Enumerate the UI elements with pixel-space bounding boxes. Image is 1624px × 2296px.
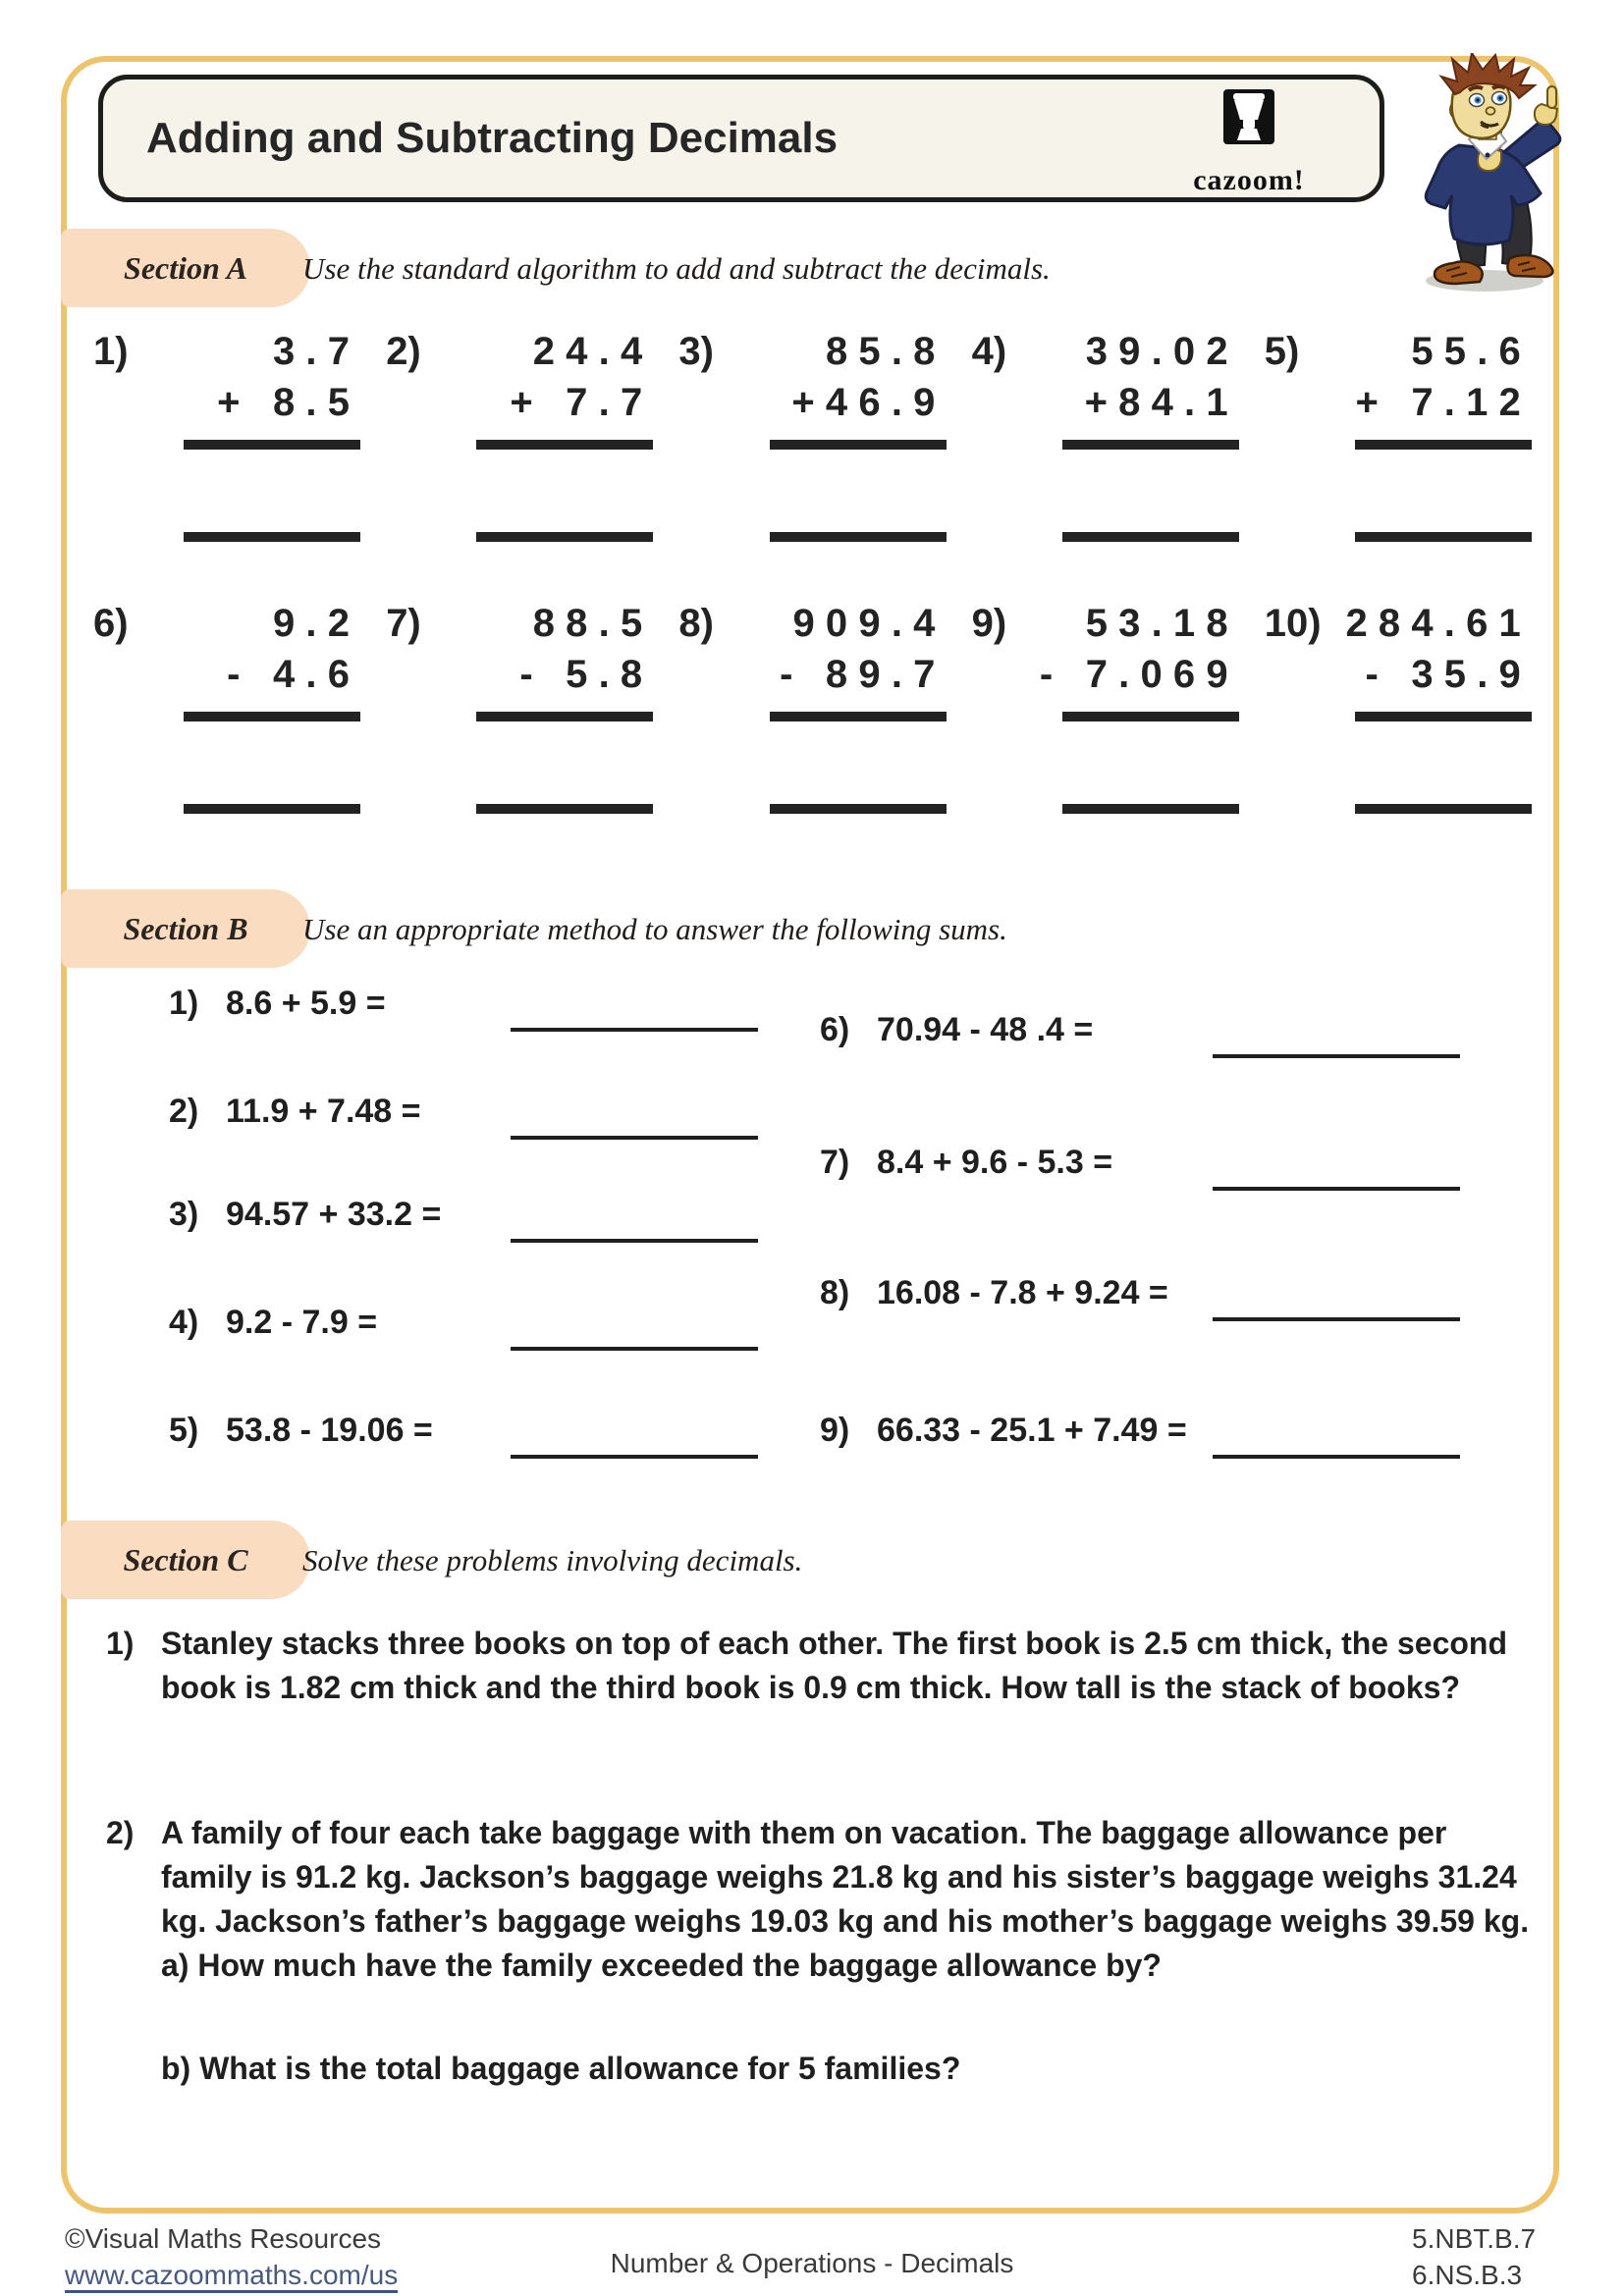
problem-number: 1) xyxy=(93,330,129,373)
working-space xyxy=(447,450,653,532)
problem-number: 4) xyxy=(169,1304,199,1341)
answer-line xyxy=(1213,1317,1460,1321)
bottom-operand: +46.9 xyxy=(791,381,947,424)
problem-stack xyxy=(1033,598,1239,814)
problem-number: 6) xyxy=(93,602,129,645)
answer-line xyxy=(770,532,947,542)
equals-line xyxy=(1062,712,1239,721)
working-space xyxy=(739,450,946,532)
top-operand: 24.4 xyxy=(532,330,654,373)
problem-stack xyxy=(447,326,653,542)
problem-number: 2) xyxy=(169,1093,199,1130)
sum-problem xyxy=(820,1011,1093,1049)
vertical-algorithm-problem xyxy=(386,326,653,542)
equals-line xyxy=(476,712,653,721)
word-problem-1 xyxy=(106,1622,1528,1710)
footer-subject: Number & Operations - Decimals xyxy=(610,2248,1014,2278)
working-space xyxy=(1326,721,1532,804)
problem-stack xyxy=(1326,598,1532,814)
answer-line xyxy=(1355,804,1532,814)
problem-number: 2) xyxy=(386,330,421,373)
vertical-algorithm-problem xyxy=(1265,326,1532,542)
section-a-label xyxy=(61,229,310,307)
djembe-drum-icon xyxy=(1223,89,1274,166)
equals-line xyxy=(1355,712,1532,721)
problem-number: 7) xyxy=(386,602,421,645)
section-a-label-text: Section A xyxy=(124,249,247,286)
working-space xyxy=(154,450,360,532)
bottom-operand: - 35.9 xyxy=(1365,653,1532,696)
standard-code-2: 6.NS.B.3 xyxy=(1412,2260,1523,2290)
sum-problem xyxy=(820,1274,1168,1312)
problem-number: 8) xyxy=(678,602,714,645)
equals-line xyxy=(184,440,360,450)
answer-line xyxy=(476,532,653,542)
problem-number: 2) xyxy=(106,1815,135,1850)
bottom-operand: + 7.12 xyxy=(1355,381,1532,424)
section-b-problems xyxy=(98,977,1542,1468)
word-problem-2 xyxy=(106,1811,1536,2091)
website-link[interactable]: www.cazoommaths.com/us xyxy=(65,2261,398,2293)
bottom-operand: - 5.8 xyxy=(519,653,654,696)
top-operand: 88.5 xyxy=(532,602,654,645)
working-space xyxy=(1326,450,1532,532)
top-operand: 9.2 xyxy=(272,602,361,645)
vertical-algorithm-problem xyxy=(93,598,360,814)
problem-number: 6) xyxy=(820,1011,850,1048)
section-c-instruction: Solve these problems involving decimals. xyxy=(302,1543,803,1577)
answer-line xyxy=(1213,1455,1460,1459)
problem-number: 4) xyxy=(971,330,1007,373)
section-b-instruction: Use an appropriate method to answer the following sums. xyxy=(302,912,1007,946)
problem-stack xyxy=(1033,326,1239,542)
answer-line xyxy=(1213,1187,1460,1191)
expression: 16.08 - 7.8 + 9.24 = xyxy=(877,1274,1168,1311)
section-c-label xyxy=(61,1521,310,1599)
problem-number: 9) xyxy=(820,1412,850,1449)
working-space xyxy=(1033,450,1239,532)
problem-number: 3) xyxy=(169,1196,199,1233)
vertical-algorithm-problem xyxy=(678,326,946,542)
expression: 8.4 + 9.6 - 5.3 = xyxy=(877,1144,1113,1181)
top-operand: 3.7 xyxy=(272,330,361,373)
section-b-right-column xyxy=(98,977,1542,1468)
problem-number: 1) xyxy=(169,985,199,1022)
sum-problem xyxy=(820,1412,1187,1450)
student-mascot-illustration xyxy=(1398,53,1577,296)
working-space xyxy=(154,721,360,804)
problem-number: 10) xyxy=(1264,602,1322,645)
section-a-instruction: Use the standard algorithm to add and subtract the decimals. xyxy=(302,251,1051,286)
answer-line xyxy=(1213,1054,1460,1058)
problem-stack xyxy=(154,598,360,814)
top-operand: 39.02 xyxy=(1085,330,1239,373)
bottom-operand: - 89.7 xyxy=(780,653,947,696)
working-space xyxy=(739,721,946,804)
problem-stack xyxy=(739,326,946,542)
vertical-algorithm-problem xyxy=(678,598,946,814)
problem-number: 3) xyxy=(678,330,714,373)
top-operand: 284.61 xyxy=(1345,602,1532,645)
footer-standards xyxy=(1412,2220,1536,2293)
problem-stack xyxy=(739,598,946,814)
cazoom-logo xyxy=(1165,89,1332,195)
equals-line xyxy=(1062,440,1239,450)
vertical-algorithm-problem xyxy=(972,326,1239,542)
problem-number: 5) xyxy=(1264,330,1300,373)
expression: 53.8 - 19.06 = xyxy=(226,1412,433,1449)
answer-line xyxy=(1355,532,1532,542)
top-operand: 53.18 xyxy=(1085,602,1239,645)
expression: 70.94 - 48 .4 = xyxy=(877,1011,1094,1048)
problem-stack xyxy=(1326,326,1532,542)
problem-number: 8) xyxy=(820,1274,850,1311)
vertical-algorithm-problem xyxy=(93,326,360,542)
section-b-label xyxy=(61,889,310,968)
equals-line xyxy=(184,712,360,721)
bottom-operand: + 7.7 xyxy=(510,381,654,424)
expression: 8.6 + 5.9 = xyxy=(226,985,386,1022)
working-space xyxy=(1033,721,1239,804)
problem-number: 7) xyxy=(820,1144,850,1181)
sum-problem xyxy=(820,1144,1112,1182)
vertical-algorithm-problem xyxy=(1265,598,1532,814)
problem-stack xyxy=(447,598,653,814)
equals-line xyxy=(476,440,653,450)
top-operand: 85.8 xyxy=(825,330,947,373)
section-b-label-text: Section B xyxy=(123,910,248,946)
problem-number: 5) xyxy=(169,1412,199,1449)
page-title: Adding and Subtracting Decimals xyxy=(146,114,839,162)
top-operand: 55.6 xyxy=(1411,330,1532,373)
problem-part-b: b) What is the total baggage allowance for 5 families? xyxy=(161,2051,961,2086)
expression: 94.57 + 33.2 = xyxy=(226,1196,442,1233)
problem-body xyxy=(161,1811,1536,2091)
answer-line xyxy=(184,804,360,814)
answer-line xyxy=(476,804,653,814)
answer-line xyxy=(184,532,360,542)
problem-number: 9) xyxy=(971,602,1007,645)
expression: 66.33 - 25.1 + 7.49 = xyxy=(877,1412,1187,1449)
vertical-algorithm-problem xyxy=(972,598,1239,814)
expression: 9.2 - 7.9 = xyxy=(226,1304,378,1341)
answer-line xyxy=(1062,804,1239,814)
copyright-text: ©Visual Maths Resources xyxy=(65,2223,382,2254)
expression: 11.9 + 7.48 = xyxy=(226,1093,421,1130)
bottom-operand: +84.1 xyxy=(1084,381,1239,424)
bottom-operand: + 8.5 xyxy=(217,381,361,424)
problem-part-a: a) How much have the family exceeded the baggage allowance by? xyxy=(161,1948,1162,1983)
bottom-operand: - 7.069 xyxy=(1039,653,1239,696)
equals-line xyxy=(770,440,947,450)
title-box xyxy=(98,75,1384,202)
logo-wordmark: cazoom! xyxy=(1193,164,1305,196)
working-space xyxy=(447,721,653,804)
bottom-operand: - 4.6 xyxy=(227,653,361,696)
answer-line xyxy=(770,804,947,814)
equals-line xyxy=(1355,440,1532,450)
section-c-label-text: Section C xyxy=(123,1541,248,1577)
vertical-algorithm-problem xyxy=(386,598,653,814)
standard-code-1: 5.NBT.B.7 xyxy=(1412,2223,1537,2254)
section-a-problem-grid xyxy=(93,326,1532,814)
problem-stack xyxy=(154,326,360,542)
problem-text: A family of four each take baggage with them on vacation. The baggage allowance per family is 91.2 kg. Jackson’s baggage weighs 21.8 kg and his sister’s baggage weighs 31.24 kg. Jackson’s father’s baggage weighs 19.03 kg and his mother’s baggage weighs 39.59 kg. xyxy=(161,1815,1530,1939)
equals-line xyxy=(770,712,947,721)
problem-number: 1) xyxy=(106,1626,135,1661)
answer-line xyxy=(1062,532,1239,542)
problem-text: Stanley stacks three books on top of each other. The first book is 2.5 cm thick, the second book is 1.82 cm thick and the third book is 0.9 cm thick. How tall is the stack of books? xyxy=(161,1626,1508,1705)
top-operand: 909.4 xyxy=(792,602,947,645)
